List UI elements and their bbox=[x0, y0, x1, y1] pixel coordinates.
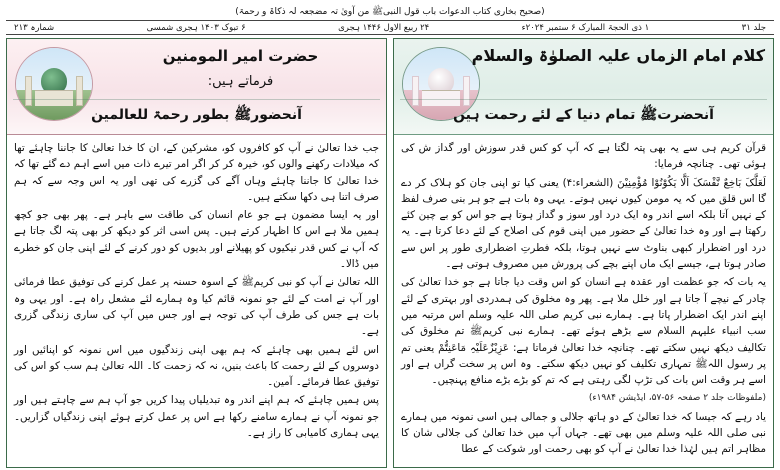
paragraph: یہ بات کہ جو عظمت اور عقدہ ہے انسان کو اس وقت دیا جاتا ہے جو خدا تعالیٰ کی چادر کے نیچے آ جاتا ہے اور خلل ملا ہے۔ پھر وہ مخلوق کی ہمدردی اور بہتری کے لئے اپنے اندر ایک اضطرار پاتا ہے۔ ہمارے نبی کریم صلی اللہ علیہ وسلم اس مرتبہ میں سب انبیاء علیہم السلام سے بڑھے ہوئے تھے۔ ہمارے نبی کریمﷺ تم مخلوق کی تکالیف دیکھ نہیں سکتے تھے۔ چنانچہ خدا تعالیٰ فرماتا ہے: عَزِیْزٌعَلَیْہِ مَاعَنِتُّمْ یعنی تم پر رسول اللہﷺ تمہاری تکلیف کو نہیں دیکھ سکتے۔ وہ اس پر سخت گراں ہے اور اسے ہر وقت اس بات کی تڑپ لگی رہتی ہے کہ تم کو بڑے بڑے منافع پہنچیں۔ bbox=[401, 276, 766, 387]
issue-date-rabi: ۲۴ ربیع الاول ۱۴۴۶ ہجری bbox=[338, 23, 430, 33]
article-left-header bbox=[7, 39, 386, 135]
dome-base bbox=[422, 90, 460, 106]
article-right-body bbox=[394, 136, 773, 467]
minaret-right bbox=[463, 76, 470, 106]
article-right-headline: آنحضرتﷺ تمام دنیا کے لئے رحمت ہیں bbox=[453, 107, 714, 123]
paragraph: جب خدا تعالیٰ نے آپ کو کافروں کو، مشرکین کے، ان کا خدا تعالیٰ کا جاننا چاہئے تھا کہ میلادات رکھنے والوں کو، خیرہ کر کر اگر امر تیرے ذات میں اسے اہم دے گئے تھا کہ خدا تعالیٰ کا جاننا چاہئے وہاں آگے کی گزرے کی تھی اور یہ اس وجہ سے کہ ہم صرف اتنا ہی دکھا سکتے ہیں۔ bbox=[14, 142, 379, 203]
paragraph: پس ہمیں چاہئے کہ ہم اپنے اندر وہ تبدیلیاں پیدا کریں جو آپ ہم سے چاہتے ہیں اور جو نمونہ آپ نے ہمارے سامنے رکھا ہے اس پر عمل کرتے ہوئے اپنی زندگیاں گزاریں۔ یہی ہماری کامیابی کا راز ہے۔ bbox=[14, 394, 379, 440]
paragraph: اللہ تعالیٰ نے آپ کو نبی کریمﷺ کے اسوہ حسنہ پر عمل کرنے کی توفیق عطا فرمائی اور آپ نے امت کے لئے جو نمونہ قائم کیا وہ ہمارے لئے مشعل راہ ہے۔ اور یہی وہ بات ہے جس کی طرف آپ کی توجہ ہے اور جس میں آپ کی ساری زندگی گزری ہے۔ bbox=[14, 276, 379, 338]
issue-date-shamsi: ۶ تبوک ۱۴۰۳ ہجری شمسی bbox=[146, 23, 246, 33]
minaret-right bbox=[76, 76, 83, 106]
issue-info-bar bbox=[6, 20, 774, 35]
paragraph: اور یہ ایسا مضمون ہے جو عام انسان کی طاقت سے باہر ہے۔ پھر بھی جو کچھ ہمیں ملا ہے اس کا اظہار کرتے ہیں۔ پس اسی اثر کو دیکھ کر بھی پتہ لگ جاتا ہے کہ آپ نے کس قدر نیکیوں کو پھیلانے اور بدیوں کو دور کرنے کے لئے اپنی جان کو خطرے میں ڈالا۔ bbox=[14, 209, 379, 271]
issue-number: شمارہ ۲۱۳ bbox=[14, 23, 55, 33]
paragraph: اس لئے ہمیں بھی چاہئے کہ ہم بھی اپنی زندگیوں میں اس نمونہ کو اپنائیں اور دوسروں کے لئے رحمت کا باعث بنیں، نہ کہ زحمت کا۔ اللہ تعالیٰ ہم سب کو اس کی توفیق عطا فرمائے۔ آمین۔ bbox=[14, 343, 379, 389]
article-right-header bbox=[394, 39, 773, 135]
article-right bbox=[393, 38, 774, 468]
minaret-left bbox=[412, 76, 419, 106]
article-columns bbox=[6, 38, 774, 468]
article-left-headline: آنحضورﷺ بطور رحمۃ للعالمین bbox=[91, 107, 302, 123]
paragraph: قرآن کریم ہی سے یہ بھی پتہ لگتا ہے کہ آپ کو کس قدر سوزش اور گداز ش کی ہوئی تھی۔ چنانچہ فرمایا: bbox=[401, 142, 766, 171]
article-left-body bbox=[7, 136, 386, 467]
paragraph: یاد رہے کہ جیسا کہ خدا تعالیٰ کے دو ہاتھ جلالی و جمالی ہیں اسی نمونہ میں ہمارے نبی صلی اللہ علیہ وسلم میں بھی تھے۔ جہاں آپ میں خدا تعالیٰ کی جلالی شان کا مظاہر اتم ہیں لہٰذا خدا تعالیٰ نے آپ کو بھی رحمت اور شوکت کے عطا bbox=[401, 410, 766, 456]
article-left-title-verb: فرماتے ہیں: bbox=[207, 74, 274, 89]
article-left-title: حضرت امیر المومنین bbox=[162, 47, 319, 65]
header-ornament-line bbox=[13, 99, 380, 100]
article-right-title: کلام امام الزماں علیہ الصلوٰۃ والسلام bbox=[471, 46, 765, 65]
masthead-hadith-line: (صحیح بخاری کتاب الدعوات باب قول النبیﷺ من آویٰ تہ مضجعہ لہ ذکاۃ و رحمۃ) bbox=[235, 7, 545, 17]
paragraph: لَعَلَّکَ بَاخِعٌ نَّفْسَکَ اَلَّا یَکُوْنُوْا مُؤْمِنِیْنَ (الشعراء:۴) یعنی کیا تو اپنی جان کو ہلاک کر دے گا اس قلق میں کہ یہ مومن کیوں نہیں ہوتے۔ یہی وہ بات ہے جو ہر بنی صرف لفظ کے نہیں آتا بلکہ اسے اندر وہ ایک درد اور سوز و گداز ہوتا ہے جو اس کو بے چین کئے رکھتا ہے اور وہ خدا تعالیٰ کے حضور میں اپنی قوم کی اصلاح کے لئے دعا کرتا ہے۔ یہ درد اور اضطرار کبھی بناوٹ سے نہیں ہوتا، بلکہ فطرتِ اضطراری طور پر اس سے صادر ہوتا ہے، جیسے ایک ماں اپنے بچے کی پرورش میں مصروف ہوتی ہے۔ bbox=[401, 176, 766, 271]
reference-citation: (ملفوظات جلد ۲ صفحہ ۵۶-۵۷، ایڈیشن ۱۹۸۴ء) bbox=[588, 393, 766, 404]
issue-date-dhulhijjah: ۱ ذی الحجۃ المبارک ۶ ستمبر ۲۰۲۴ء bbox=[521, 23, 650, 33]
article-left bbox=[6, 38, 387, 468]
issue-volume: جلد ۳۱ bbox=[741, 22, 766, 33]
minaret-left bbox=[25, 76, 32, 106]
dome-base bbox=[35, 90, 73, 106]
header-ornament-line bbox=[400, 99, 767, 100]
